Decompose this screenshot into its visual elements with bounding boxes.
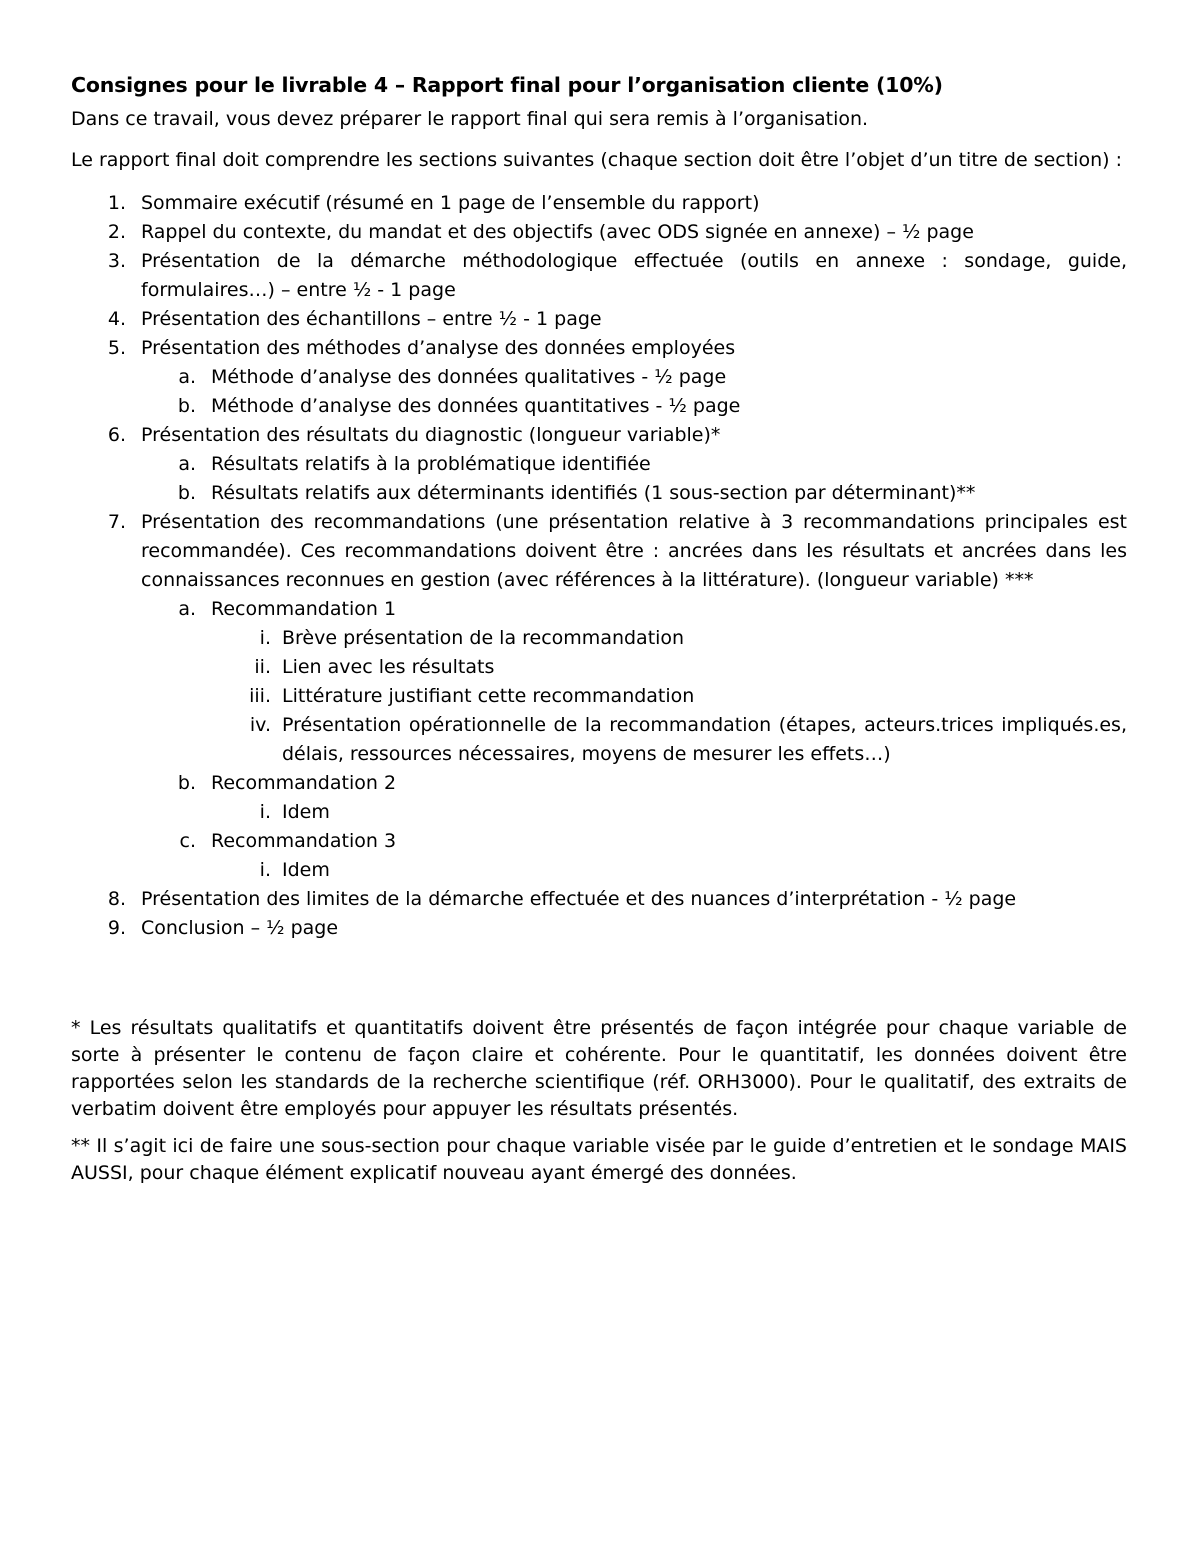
list-item-number: 6. — [107, 424, 126, 446]
list-item-level-1 — [71, 247, 1127, 305]
list-item-text: Présentation des recommandations (une présentation relative à 3 recommandations principales est recommandée). Ces recommandations doivent être : ancrées dans les résultats et ancrées dans les connaissances reconnues en gestion (avec références à la littérature). (longueur variable) *** — [141, 511, 1127, 591]
spacer — [71, 943, 1127, 1015]
sublist-level-2 — [71, 363, 1127, 421]
list-item-level-2 — [71, 363, 1127, 392]
list-item-text: Idem — [282, 859, 330, 881]
sublist-container — [71, 624, 1127, 769]
list-item-level-1 — [71, 508, 1127, 595]
list-item-level-1 — [71, 218, 1127, 247]
list-item-number: 2. — [107, 221, 126, 243]
list-item-level-1 — [71, 334, 1127, 363]
document-title: Consignes pour le livrable 4 – Rapport final pour l’organisation cliente (10%) — [71, 73, 943, 97]
list-item-number: 7. — [107, 511, 126, 533]
sublist-container — [71, 856, 1127, 885]
list-item-level-3 — [71, 856, 1127, 885]
list-item-text: Résultats relatifs aux déterminants identifiés (1 sous-section par déterminant)** — [211, 482, 976, 504]
sublist-container — [71, 595, 1127, 885]
list-item-level-3 — [71, 711, 1127, 769]
list-item-level-2 — [71, 827, 1127, 856]
list-item-number: iii. — [249, 685, 271, 707]
list-item-number: 3. — [107, 250, 126, 272]
list-item-text: Présentation des limites de la démarche effectuée et des nuances d’interprétation - ½ page — [141, 888, 1017, 910]
list-item-level-3 — [71, 624, 1127, 653]
sublist-level-3 — [71, 798, 1127, 827]
footnote-1: * Les résultats qualitatifs et quantitatifs doivent être présentés de façon intégrée pour chaque variable de sorte à présenter le contenu de façon claire et cohérente. Pour le quantitatif, les données doivent être rapportées selon les standards de la recherche scientifique (réf. ORH3000). Pour le qualitatif, des extraits de verbatim doivent être employés pour appuyer les résultats présentés. — [71, 1017, 1127, 1120]
list-item-number: c. — [179, 830, 196, 852]
list-item-text: Présentation des résultats du diagnostic (longueur variable)* — [141, 424, 721, 446]
sections-list — [71, 189, 1127, 943]
list-item-level-1 — [71, 189, 1127, 218]
list-item-level-3 — [71, 653, 1127, 682]
list-item-text: Lien avec les résultats — [282, 656, 495, 678]
list-item-number: a. — [178, 453, 196, 475]
list-item-number: 5. — [107, 337, 126, 359]
list-item-number: iv. — [249, 714, 271, 736]
list-item-text: Sommaire exécutif (résumé en 1 page de l’ensemble du rapport) — [141, 192, 760, 214]
sublist-level-3 — [71, 624, 1127, 769]
list-item-text: Recommandation 2 — [211, 772, 397, 794]
list-item-text: Brève présentation de la recommandation — [282, 627, 685, 649]
list-item-number: a. — [178, 366, 196, 388]
sublist-level-3 — [71, 856, 1127, 885]
sublist-level-2 — [71, 595, 1127, 885]
list-item-level-2 — [71, 479, 1127, 508]
list-item-text: Conclusion – ½ page — [141, 917, 339, 939]
list-item-level-1 — [71, 885, 1127, 914]
list-item-number: 8. — [107, 888, 126, 910]
list-item-text: Résultats relatifs à la problématique identifiée — [211, 453, 651, 475]
list-item-text: Présentation des méthodes d’analyse des données employées — [141, 337, 736, 359]
list-item-text: Rappel du contexte, du mandat et des objectifs (avec ODS signée en annexe) – ½ page — [141, 221, 974, 243]
list-item-level-2 — [71, 392, 1127, 421]
list-item-number: b. — [177, 482, 196, 504]
lead-paragraph: Le rapport final doit comprendre les sections suivantes (chaque section doit être l’objet d’un titre de section) : — [71, 149, 1122, 171]
list-item-number: 1. — [107, 192, 126, 214]
list-item-level-3 — [71, 682, 1127, 711]
list-item-number: i. — [259, 627, 271, 649]
footnote-2: ** Il s’agit ici de faire une sous-section pour chaque variable visée par le guide d’entretien et le sondage MAIS AUSSI, pour chaque élément explicatif nouveau ayant émergé des données. — [71, 1135, 1127, 1184]
list-item-number: ii. — [254, 656, 271, 678]
list-item-level-2 — [71, 595, 1127, 624]
list-item-level-3 — [71, 798, 1127, 827]
list-item-text: Recommandation 3 — [211, 830, 397, 852]
list-item-level-2 — [71, 450, 1127, 479]
list-item-text: Méthode d’analyse des données quantitatives - ½ page — [211, 395, 741, 417]
list-item-text: Présentation de la démarche méthodologique effectuée (outils en annexe : sondage, guide, formulaires…) – entre ½ - 1 page — [141, 250, 1127, 301]
list-item-text: Présentation opérationnelle de la recommandation (étapes, acteurs.trices impliqués.es, délais, ressources nécessaires, moyens de mesurer les effets…) — [282, 714, 1127, 765]
list-item-text: Présentation des échantillons – entre ½ - 1 page — [141, 308, 602, 330]
sublist-container — [71, 798, 1127, 827]
list-item-number: a. — [178, 598, 196, 620]
list-item-number: b. — [177, 395, 196, 417]
list-item-level-2 — [71, 769, 1127, 798]
document-page — [71, 71, 1127, 1197]
list-item-level-1 — [71, 305, 1127, 334]
sublist-container — [71, 450, 1127, 508]
intro-paragraph: Dans ce travail, vous devez préparer le rapport final qui sera remis à l’organisation. — [71, 108, 869, 130]
list-item-number: 4. — [107, 308, 126, 330]
list-item-text: Littérature justifiant cette recommandation — [282, 685, 695, 707]
list-item-level-1 — [71, 914, 1127, 943]
list-item-text: Idem — [282, 801, 330, 823]
list-item-text: Recommandation 1 — [211, 598, 397, 620]
sublist-container — [71, 363, 1127, 421]
sublist-level-2 — [71, 450, 1127, 508]
list-item-number: i. — [259, 859, 271, 881]
list-item-number: 9. — [107, 917, 126, 939]
list-item-number: i. — [259, 801, 271, 823]
list-item-text: Méthode d’analyse des données qualitatives - ½ page — [211, 366, 727, 388]
list-item-number: b. — [177, 772, 196, 794]
list-item-level-1 — [71, 421, 1127, 450]
